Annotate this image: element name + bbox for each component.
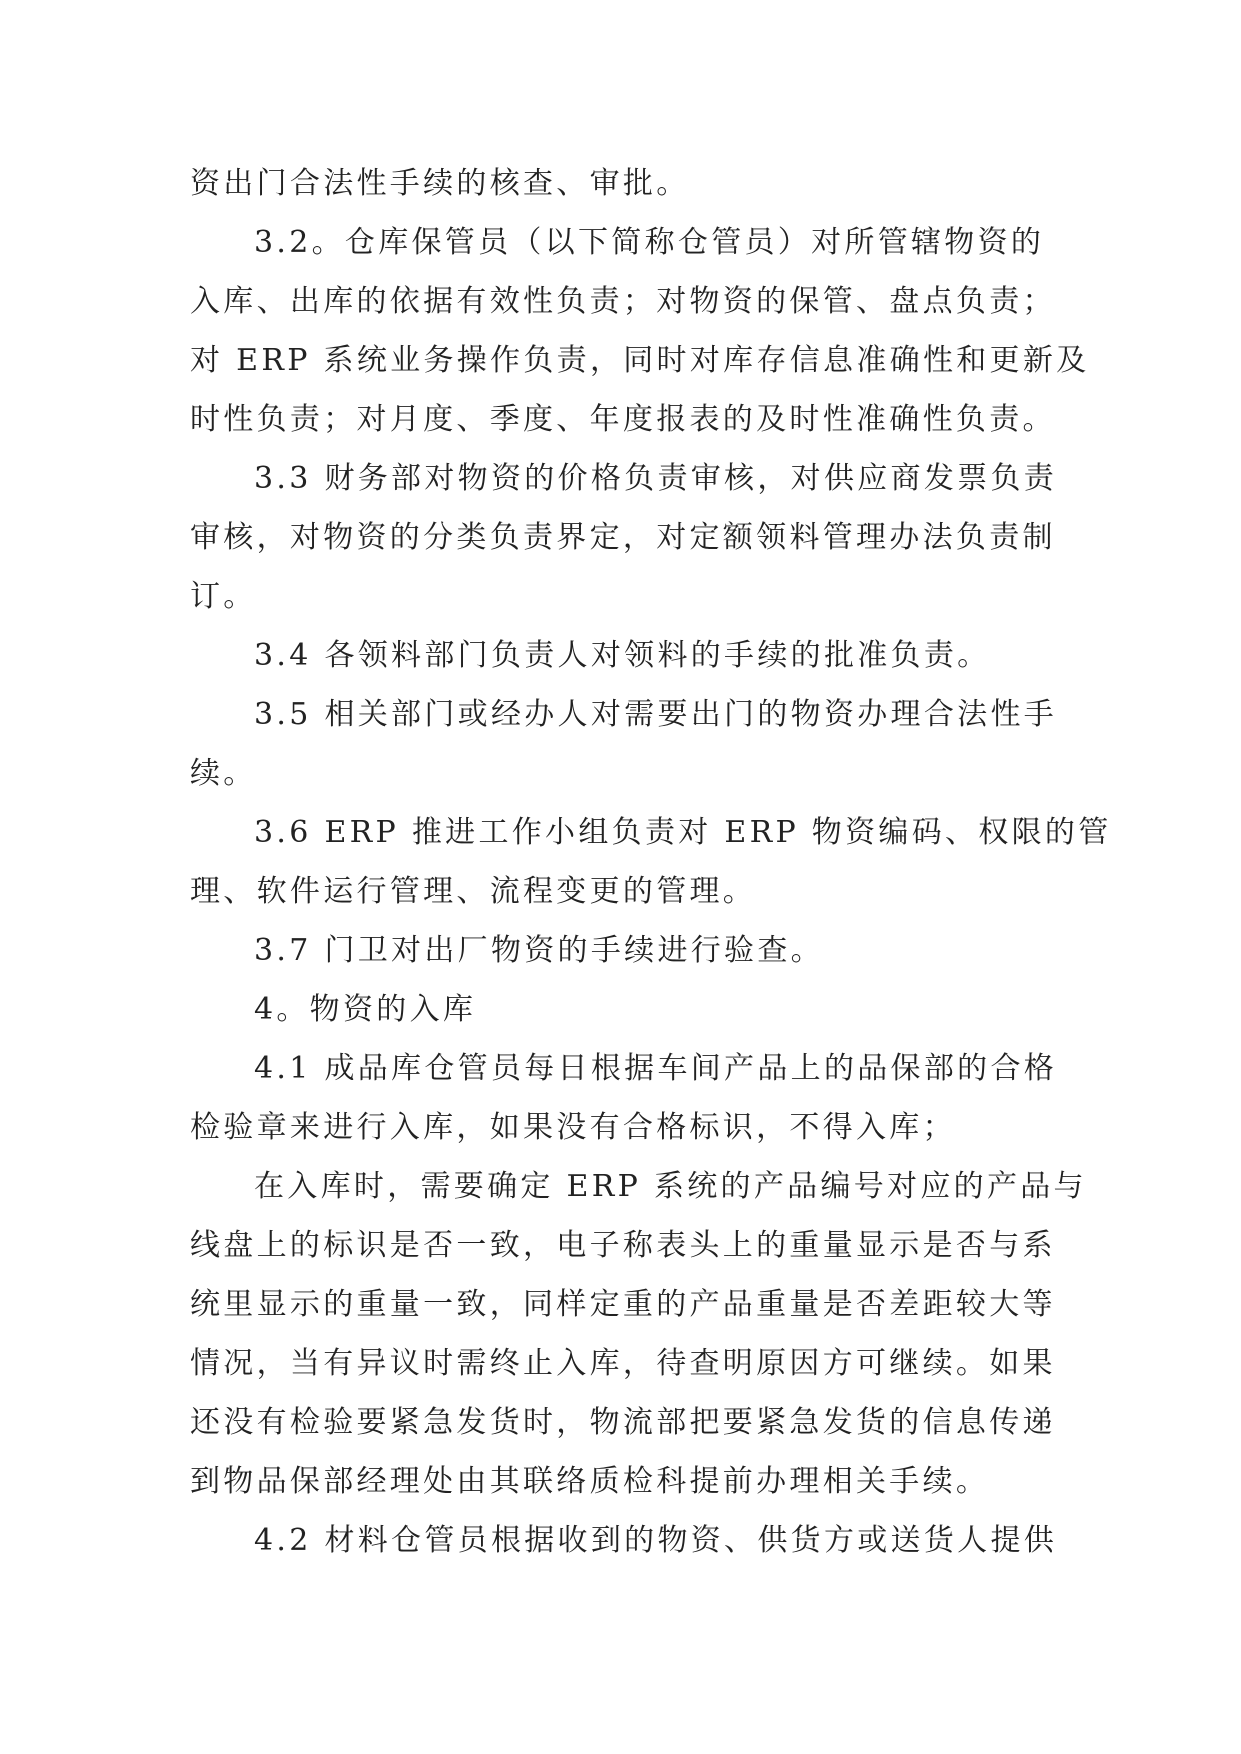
text-line: 4.1 成品库仓管员每日根据车间产品上的品保部的合格 <box>254 1051 1058 1086</box>
text-line: 续。 <box>190 756 257 791</box>
text-line: 资出门合法性手续的核查、审批。 <box>190 166 690 201</box>
text-line: 3.6 ERP 推进工作小组负责对 ERP 物资编码、权限的管 <box>254 815 1112 850</box>
text-line: 检验章来进行入库，如果没有合格标识，不得入库； <box>190 1110 956 1145</box>
text-line: 线盘上的标识是否一致，电子称表头上的重量显示是否与系 <box>190 1228 1056 1263</box>
text-line: 3.7 门卫对出厂物资的手续进行验查。 <box>254 933 824 968</box>
text-line: 对 ERP 系统业务操作负责，同时对库存信息准确性和更新及 <box>190 343 1090 378</box>
text-line: 审核，对物资的分类负责界定，对定额领料管理办法负责制 <box>190 520 1056 555</box>
text-line: 到物品保部经理处由其联络质检科提前办理相关手续。 <box>190 1464 990 1499</box>
text-line: 在入库时，需要确定 ERP 系统的产品编号对应的产品与 <box>254 1169 1087 1204</box>
text-line: 3.4 各领料部门负责人对领料的手续的批准负责。 <box>254 638 991 673</box>
text-line: 统里显示的重量一致，同样定重的产品重量是否差距较大等 <box>190 1287 1056 1322</box>
text-line: 3.2。仓库保管员（以下简称仓管员）对所管辖物资的 <box>254 225 1045 260</box>
text-line: 订。 <box>190 579 257 614</box>
text-line: 还没有检验要紧急发货时，物流部把要紧急发货的信息传递 <box>190 1405 1056 1440</box>
document-body <box>190 154 1112 1570</box>
text-line: 4.2 材料仓管员根据收到的物资、供货方或送货人提供 <box>254 1523 1058 1558</box>
text-line: 时性负责；对月度、季度、年度报表的及时性准确性负责。 <box>190 402 1056 437</box>
text-line: 3.3 财务部对物资的价格负责审核，对供应商发票负责 <box>254 461 1058 496</box>
text-line: 入库、出库的依据有效性负责；对物资的保管、盘点负责； <box>190 284 1056 319</box>
text-line: 情况，当有异议时需终止入库，待查明原因方可继续。如果 <box>190 1346 1056 1381</box>
text-line: 3.5 相关部门或经办人对需要出门的物资办理合法性手 <box>254 697 1058 732</box>
text-line: 理、软件运行管理、流程变更的管理。 <box>190 874 757 909</box>
section-heading: 4。物资的入库 <box>254 992 477 1027</box>
